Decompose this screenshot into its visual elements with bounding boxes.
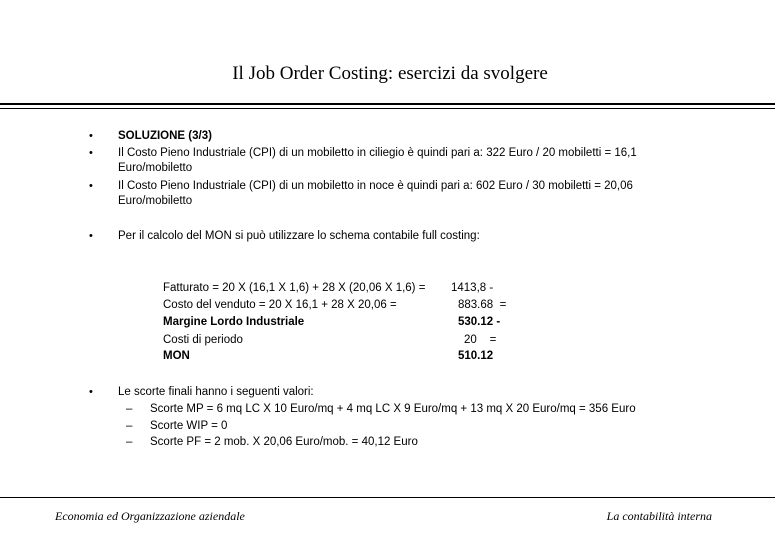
cpi-noce-line2: Euro/mobiletto [118, 195, 193, 207]
scorte-wip: Scorte WIP = 0 [150, 420, 228, 432]
dash-marker: – [126, 420, 133, 432]
dash-marker: – [126, 403, 133, 415]
scorte-pf: Scorte PF = 2 mob. X 20,06 Euro/mob. = 40,12 Euro [150, 436, 418, 448]
calc-label-costi-periodo: Costi di periodo [163, 334, 243, 346]
calc-value-margine: 530.12 - [458, 316, 501, 328]
calc-value-costo-venduto: 883.68 = [458, 299, 507, 311]
calc-label-costo-venduto: Costo del venduto = 20 X 16,1 + 28 X 20,06 = [163, 299, 397, 311]
calc-value-mon: 510.12 [458, 350, 494, 362]
scorte-intro: Le scorte finali hanno i seguenti valori: [118, 386, 314, 398]
mon-intro: Per il calcolo del MON si può utilizzare lo schema contabile full costing: [118, 230, 480, 242]
bullet-marker: • [89, 230, 93, 242]
header-rule-top [0, 103, 775, 105]
footer-topic: La contabilità interna [606, 509, 712, 523]
cpi-ciliegio-line2: Euro/mobiletto [118, 162, 193, 174]
bullet-marker: • [89, 180, 93, 192]
bullet-marker: • [89, 386, 93, 398]
header-rule-bottom [0, 108, 775, 109]
scorte-mp: Scorte MP = 6 mq LC X 10 Euro/mq + 4 mq LC X 9 Euro/mq + 13 mq X 20 Euro/mq = 356 Euro [150, 403, 636, 415]
calc-value-costi-periodo: 20 = [464, 334, 497, 346]
calc-value-fatturato: 1413,8 - [451, 282, 494, 294]
calc-label-mon: MON [163, 350, 190, 362]
calc-label-fatturato: Fatturato = 20 X (16,1 X 1,6) + 28 X (20,06 X 1,6) = [163, 282, 426, 294]
dash-marker: – [126, 436, 133, 448]
bullet-marker: • [89, 130, 93, 142]
cpi-ciliegio-line1: Il Costo Pieno Industriale (CPI) di un mobiletto in ciliegio è quindi pari a: 322 Euro / 20 mobiletti = 16,1 [118, 147, 637, 159]
solution-heading: SOLUZIONE (3/3) [118, 130, 212, 142]
calc-label-margine: Margine Lordo Industriale [163, 316, 305, 328]
bullet-marker: • [89, 147, 93, 159]
page-title: Il Job Order Costing: esercizi da svolgere [232, 63, 548, 84]
footer-course: Economia ed Organizzazione aziendale [55, 509, 245, 523]
cpi-noce-line1: Il Costo Pieno Industriale (CPI) di un mobiletto in noce è quindi pari a: 602 Euro / 30 mobiletti = 20,06 [118, 180, 633, 192]
footer-rule [0, 497, 775, 498]
